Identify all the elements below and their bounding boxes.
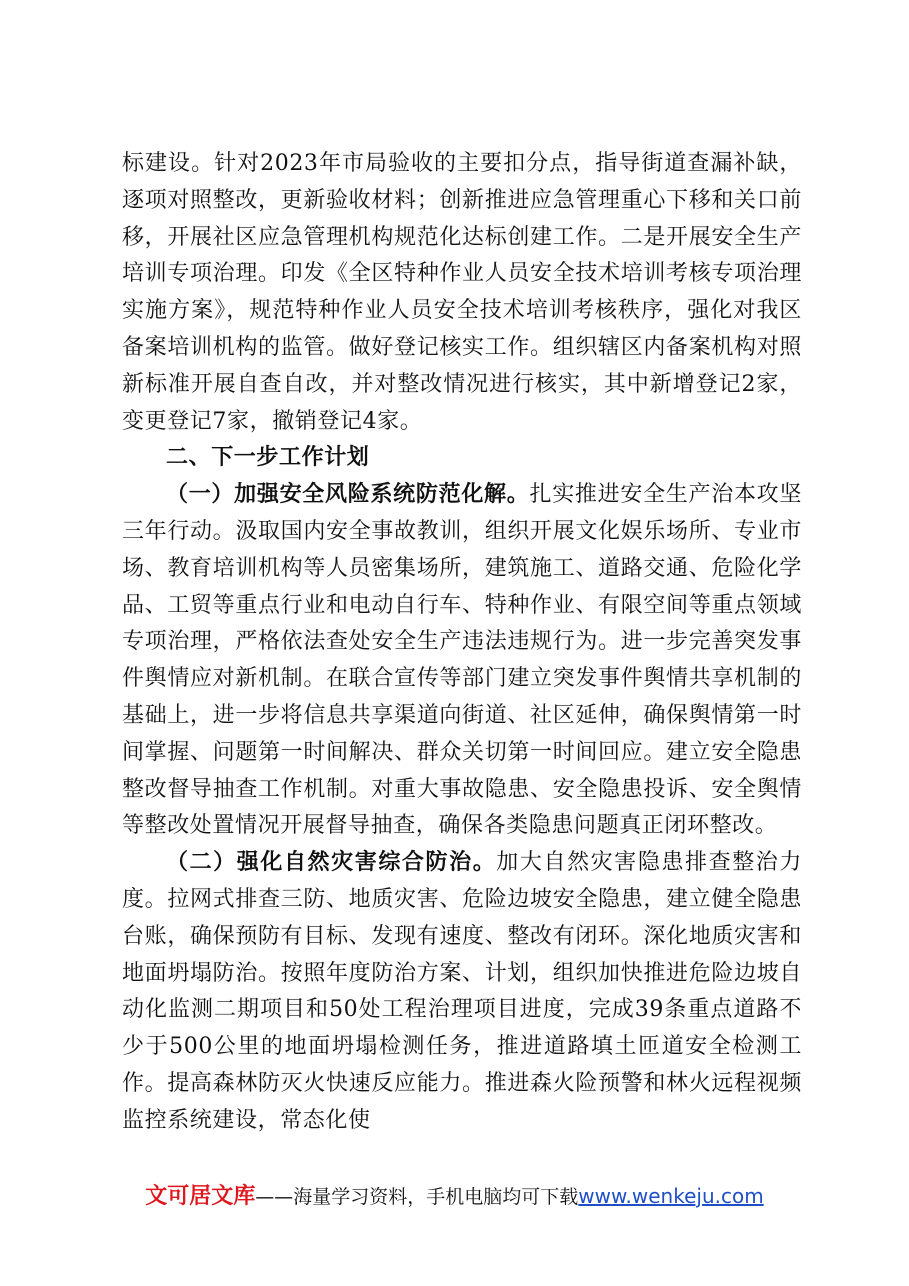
plan-item-1 — [122, 477, 802, 845]
footer-brand: 文可居文库 — [145, 1184, 256, 1209]
document-body — [122, 146, 802, 1140]
footer-tagline: ——海量学习资料，手机电脑均可下载 — [255, 1186, 579, 1208]
plan-item-1-body: 扎实推进安全生产治本攻坚三年行动。汲取国内安全事故教训，组织开展文化娱乐场所、专业市场、教育培训机构等人员密集场所，建筑施工、道路交通、危险化学品、工贸等重点行业和电动自行车、特种作业、有限空间等重点领域专项治理，严格依法查处安全生产违法违规行为。进一步完善突发事件舆情应对新机制。在联合宣传等部门建立突发事件舆情共享机制的基础上，进一步将信息共享渠道向街道、社区延伸，确保舆情第一时间掌握、问题第一时间解决、群众关切第一时间回应。建立安全隐患整改督导抽查工作机制。对重大事故隐患、安全隐患投诉、安全舆情等整改处置情况开展督导抽查，确保各类隐患问题真正闭环整改。 — [122, 482, 802, 839]
footer-banner — [0, 1181, 909, 1212]
footer-site-link[interactable]: www.wenkeju.com — [578, 1184, 764, 1208]
continued-paragraph: 标建设。针对2023年市局验收的主要扣分点，指导街道查漏补缺，逐项对照整改，更新验收材料；创新推进应急管理重心下移和关口前移，开展社区应急管理机构规范化达标创建工作。二是开展安全生产培训专项治理。印发《全区特种作业人员安全技术培训考核专项治理实施方案》，规范特种作业人员安全技术培训考核秩序，强化对我区备案培训机构的监管。做好登记核实工作。组织辖区内备案机构对照新标准开展自查自改，并对整改情况进行核实，其中新增登记2家，变更登记7家，撤销登记4家。 — [122, 151, 802, 434]
plan-item-2-body: 加大自然灾害隐患排查整治力度。拉网式排查三防、地质灾害、危险边坡安全隐患，建立健全隐患台账，确保预防有目标、发现有速度、整改有闭环。深化地质灾害和地面坍塌防治。按照年度防治方案、计划，组织加快推进危险边坡自动化监测二期项目和50处工程治理项目进度，完成39条重点道路不少于500公里的地面坍塌检测任务，推进道路填土匝道安全检测工作。提高森林防灭火快速反应能力。推进森火险预警和林火远程视频监控系统建设，常态化使 — [122, 850, 802, 1133]
plan-item-2 — [122, 845, 802, 1139]
section-heading: 二、下一步工作计划 — [166, 445, 370, 471]
plan-item-2-heading: （二）强化自然灾害综合防治。 — [166, 850, 497, 876]
plan-item-1-heading: （一）加强安全风险系统防范化解。 — [166, 482, 530, 508]
